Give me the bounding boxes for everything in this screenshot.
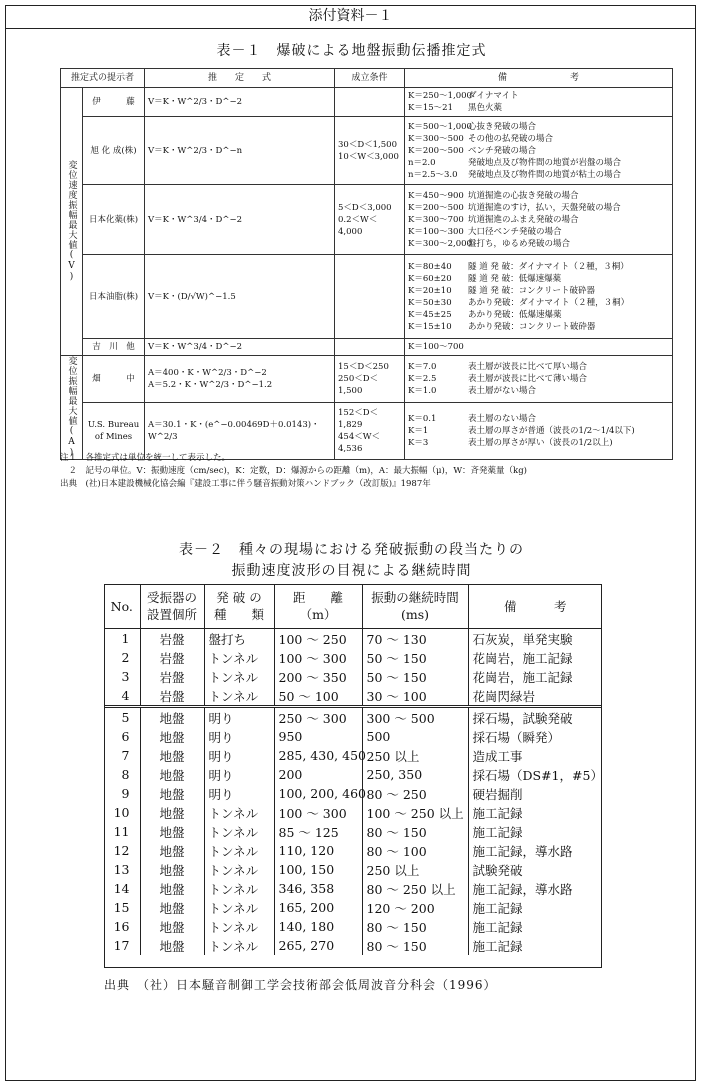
remark-line — [408, 437, 669, 449]
proposer-cell: 日本化薬(株) — [83, 185, 145, 255]
row-remarks: 施工記録 — [472, 805, 523, 821]
row-distance: 50 ～ 100 — [274, 686, 362, 707]
remark-text: 隧 道 発 破：低爆速爆薬 — [468, 273, 562, 284]
remark-text: 表土層の厚さが厚い（波長の1/2以上) — [468, 438, 613, 449]
table2-row — [104, 727, 602, 746]
row-distance: 100 ～ 300 — [274, 803, 362, 822]
remark-text: 表土層が波長に比べて薄い場合 — [468, 374, 588, 385]
note-line: 出典 (社)日本建設機械化協会編『建設工事に伴う騒音振動対策ハンドブック（改訂版)』1987年 — [60, 479, 431, 489]
formula-cell: V＝K・W^3/4・D^−2 — [145, 185, 335, 255]
remarks-cell — [405, 185, 673, 255]
row-remarks: 試験発破 — [472, 862, 523, 878]
table1-header-cell: 推定式の提示者 — [61, 69, 145, 88]
proposer-cell: 旭 化 成(株) — [83, 117, 145, 185]
row-blast-type: トンネル — [204, 936, 274, 955]
row-distance: 100 ～ 250 — [274, 629, 362, 649]
row-no: 5 — [104, 707, 140, 728]
table1-header-row — [61, 69, 673, 88]
row-remarks: 施工記録，導水路 — [472, 843, 573, 859]
table1-row — [61, 356, 673, 403]
remark-line — [408, 145, 669, 157]
row-no: 8 — [104, 765, 140, 784]
row-distance: 250 ～ 300 — [274, 707, 362, 728]
header-blast-type: 発 破 の 種 類 — [204, 584, 274, 629]
row-distance: 100, 150 — [274, 860, 362, 879]
table1-row — [61, 117, 673, 185]
row-location: 地盤 — [140, 841, 204, 860]
remark-constant: K＝2.5 — [408, 374, 437, 385]
row-location: 地盤 — [140, 860, 204, 879]
page-header: 添付資料－１ — [5, 5, 696, 29]
row-remarks: 採石場（瞬発） — [472, 729, 561, 745]
row-blast-type: トンネル — [204, 860, 274, 879]
row-location: 地盤 — [140, 765, 204, 784]
table2-row — [104, 936, 602, 955]
row-duration: 70 ～ 130 — [362, 629, 468, 649]
row-distance: 950 — [274, 727, 362, 746]
remark-text: ベンチ発破の場合 — [468, 145, 537, 156]
row-remarks: 施工記録 — [472, 824, 523, 840]
remark-constant: K＝200～500 — [408, 145, 464, 156]
row-remarks: 花崗岩，施工記録 — [472, 650, 573, 666]
row-remarks: 施工記録，導水路 — [472, 881, 573, 897]
remark-line — [408, 214, 669, 226]
formula-cell: A＝400・K・W^2/3・D^−2 A＝5.2・K・W^2/3・D^−1.2 — [145, 356, 335, 403]
table2-row — [104, 803, 602, 822]
row-no: 16 — [104, 917, 140, 936]
row-distance: 165, 200 — [274, 898, 362, 917]
remarks-cell — [405, 255, 673, 339]
row-duration: 50 ～ 150 — [362, 667, 468, 686]
row-blast-type: 明り — [204, 765, 274, 784]
remark-line — [408, 202, 669, 214]
group-label-amplitude: 変位振幅最大値(A) — [61, 356, 83, 460]
remark-text: 坑道掘進のふまえ発破の場合 — [468, 214, 579, 225]
table2-row — [104, 822, 602, 841]
row-no: 15 — [104, 898, 140, 917]
remark-constant: K＝200～500 — [408, 202, 464, 213]
row-distance: 200 ～ 350 — [274, 667, 362, 686]
row-no: 4 — [104, 686, 140, 707]
table2-row — [104, 667, 602, 686]
table2-row — [104, 746, 602, 765]
remark-line — [408, 261, 669, 273]
table2-row — [104, 898, 602, 917]
remark-constant: K＝1.0 — [408, 386, 437, 397]
row-duration: 500 — [362, 727, 468, 746]
row-duration: 80 ～ 100 — [362, 841, 468, 860]
row-blast-type: トンネル — [204, 917, 274, 936]
remark-line — [408, 190, 669, 202]
remark-text: その他の払発破の場合 — [468, 133, 554, 144]
row-location: 地盤 — [140, 784, 204, 803]
condition-cell — [335, 339, 405, 356]
remarks-cell — [405, 117, 673, 185]
condition-cell: 152＜D＜1,829 454＜W＜4,536 — [335, 403, 405, 460]
header-remarks: 備 考 — [468, 584, 602, 629]
table2-row — [104, 629, 602, 649]
remark-line — [408, 297, 669, 309]
remark-text: 発破地点及び物件間の地質が粘土の場合 — [468, 169, 622, 180]
row-distance: 100, 200, 460 — [274, 784, 362, 803]
remark-text: 発破地点及び物件間の地質が岩盤の場合 — [468, 157, 622, 168]
row-blast-type: トンネル — [204, 822, 274, 841]
row-distance: 85 ～ 125 — [274, 822, 362, 841]
table2-row — [104, 841, 602, 860]
remark-line — [408, 121, 669, 133]
row-blast-type: トンネル — [204, 648, 274, 667]
table2 — [104, 584, 602, 955]
table2-row — [104, 686, 602, 707]
condition-cell: 15＜D＜250 250＜D＜1,500 — [335, 356, 405, 403]
row-location: 地盤 — [140, 822, 204, 841]
row-location: 地盤 — [140, 707, 204, 728]
row-blast-type: 明り — [204, 727, 274, 746]
row-no: 7 — [104, 746, 140, 765]
row-blast-type: 明り — [204, 707, 274, 728]
row-no: 3 — [104, 667, 140, 686]
row-duration: 80 ～ 250 以上 — [362, 879, 468, 898]
row-remarks: 施工記録 — [472, 938, 523, 954]
formula-cell: A＝30.1・K・(e^−0.00469D＋0.0143)・W^2/3 — [145, 403, 335, 460]
remark-text: 心抜き発破の場合 — [468, 121, 537, 132]
row-no: 10 — [104, 803, 140, 822]
remark-line — [408, 373, 669, 385]
row-blast-type: 盤打ち — [204, 629, 274, 649]
row-blast-type: トンネル — [204, 686, 274, 707]
row-no: 13 — [104, 860, 140, 879]
remarks-cell — [405, 403, 673, 460]
remark-text: 表土層の厚さが普通（波長の1/2～1/4以下) — [468, 426, 635, 437]
remark-line — [408, 321, 669, 333]
remark-line — [408, 341, 669, 353]
row-no: 9 — [104, 784, 140, 803]
remark-constant: K＝100～700 — [408, 342, 464, 352]
note-line: 注１ 各推定式は単位を統一して表示した。 — [60, 453, 231, 463]
remark-constant: K＝100～300 — [408, 226, 464, 237]
group-label-velocity: 変位速度振幅最大値(V) — [61, 88, 83, 356]
proposer-cell: 畑 中 — [83, 356, 145, 403]
row-duration: 250, 350 — [362, 765, 468, 784]
remark-text: 坑道掘進の心抜き発破の場合 — [468, 190, 579, 201]
table2-row — [104, 860, 602, 879]
table1-header-cell: 成立条件 — [335, 69, 405, 88]
proposer-cell: U.S. Bureau of Mines — [83, 403, 145, 460]
row-location: 地盤 — [140, 803, 204, 822]
table1-row — [61, 255, 673, 339]
remark-line — [408, 385, 669, 397]
row-location: 岩盤 — [140, 686, 204, 707]
table2-row — [104, 648, 602, 667]
remark-line — [408, 102, 669, 114]
remark-text: あかり発破：コンクリート破砕器 — [468, 321, 596, 332]
row-blast-type: トンネル — [204, 667, 274, 686]
proposer-cell: 伊 藤 — [83, 88, 145, 117]
remarks-cell — [405, 339, 673, 356]
row-duration: 120 ～ 200 — [362, 898, 468, 917]
table1-row — [61, 88, 673, 117]
table1-header-cell: 推 定 式 — [145, 69, 335, 88]
remark-constant: K＝0.1 — [408, 414, 437, 425]
table2-source: 出典 （社）日本騒音制御工学会技術部会低周波音分科会（1996） — [104, 978, 497, 992]
table1-title: 表－１ 爆破による地盤振動伝播推定式 — [216, 43, 487, 59]
row-remarks: 採石場，試験発破 — [468, 707, 602, 728]
remark-line — [408, 157, 669, 169]
remark-text: 坑道掘進のすけ，払い，天盤発破の場合 — [468, 202, 621, 213]
header-no: No. — [104, 584, 140, 629]
remark-line — [408, 238, 669, 250]
remark-line — [408, 413, 669, 425]
table2-title-line1: 表－２ 種々の現場における発破振動の段当たりの — [179, 542, 524, 558]
row-duration: 80 ～ 150 — [362, 822, 468, 841]
header-location: 受振器の 設置個所 — [140, 584, 204, 629]
row-duration: 300 ～ 500 — [362, 707, 468, 728]
row-no: 14 — [104, 879, 140, 898]
row-duration: 100 ～ 250 以上 — [362, 803, 468, 822]
formula-cell: V＝K・W^3/4・D^−2 — [145, 339, 335, 356]
row-no: 2 — [104, 648, 140, 667]
row-distance: 110, 120 — [274, 841, 362, 860]
row-no: 11 — [104, 822, 140, 841]
table1-row — [61, 403, 673, 460]
remark-constant: K＝450～900 — [408, 190, 464, 201]
table2-row — [104, 917, 602, 936]
table2-row — [104, 879, 602, 898]
formula-cell: V＝K・(D/√W)^−1.5 — [145, 255, 335, 339]
remark-text: 表土層が波長に比べて厚い場合 — [468, 362, 588, 373]
remark-constant: K＝500～1,000 — [408, 121, 472, 132]
row-duration: 50 ～ 150 — [362, 648, 468, 667]
row-distance: 200 — [274, 765, 362, 784]
row-distance: 285, 430, 450 — [274, 746, 362, 765]
row-location: 地盤 — [140, 936, 204, 955]
remark-text: あかり発破：低爆速爆薬 — [468, 309, 562, 320]
remark-constant: K＝250～1,000 — [408, 91, 472, 101]
condition-cell — [335, 88, 405, 117]
row-remarks: 花崗岩，施工記録 — [472, 669, 573, 685]
row-blast-type: トンネル — [204, 803, 274, 822]
table1-row — [61, 339, 673, 356]
row-location: 地盤 — [140, 727, 204, 746]
table2-title-line2: 振動速度波形の目視による継続時間 — [231, 563, 472, 579]
remark-constant: K＝300～700 — [408, 214, 464, 225]
row-blast-type: トンネル — [204, 898, 274, 917]
condition-cell: 5＜D＜3,000 0.2＜W＜4,000 — [335, 185, 405, 255]
remark-constant: K＝7.0 — [408, 362, 437, 373]
condition-cell — [335, 255, 405, 339]
row-location: 地盤 — [140, 917, 204, 936]
remark-text: あかり発破：ダイナマイト（２種，３桐） — [468, 297, 630, 308]
remark-line — [408, 361, 669, 373]
header-distance: 距 離 （m） — [274, 584, 362, 629]
note-line: ２ 記号の単位。V：振動速度（cm/sec)，K：定数，D：爆源からの距離（m)，A：最大振幅（μ)，W：斉発薬量（kg) — [60, 466, 527, 476]
row-location: 岩盤 — [140, 667, 204, 686]
remark-constant: K＝50±30 — [408, 297, 452, 308]
row-duration: 80 ～ 150 — [362, 936, 468, 955]
remark-constant: K＝15±10 — [408, 321, 452, 332]
table2-row — [104, 784, 602, 803]
table2-header-row — [104, 584, 602, 629]
row-location: 岩盤 — [140, 629, 204, 649]
row-remarks: 石灰炭，単発実験 — [472, 631, 573, 647]
remark-text: 黒色火薬 — [468, 103, 503, 113]
row-no: 1 — [104, 629, 140, 649]
remark-line — [408, 90, 669, 102]
row-location: 岩盤 — [140, 648, 204, 667]
row-remarks: 施工記録 — [472, 919, 523, 935]
remark-constant: K＝3 — [408, 438, 429, 449]
table2-title — [0, 540, 703, 582]
table2-row — [104, 707, 602, 728]
row-duration: 80 ～ 250 — [362, 784, 468, 803]
row-remarks: 花崗閃緑岩 — [472, 688, 536, 704]
row-remarks: 採石場（DS#1，#5） — [472, 767, 603, 783]
remark-line — [408, 133, 669, 145]
remark-constant: K＝20±10 — [408, 285, 452, 296]
row-location: 地盤 — [140, 746, 204, 765]
remark-line — [408, 226, 669, 238]
proposer-cell: 吉 川 他 — [83, 339, 145, 356]
formula-cell: V＝K・W^2/3・D^−2 — [145, 88, 335, 117]
row-blast-type: 明り — [204, 746, 274, 765]
row-remarks: 施工記録 — [472, 900, 523, 916]
row-no: 6 — [104, 727, 140, 746]
row-duration: 30 ～ 100 — [362, 686, 468, 707]
remark-text: 大口径ベンチ発破の場合 — [468, 226, 562, 237]
remark-line — [408, 273, 669, 285]
remark-text: 隧 道 発 破：コンクリート破砕器 — [468, 285, 595, 296]
table1-header-cell: 備 考 — [405, 69, 673, 88]
remark-constant: K＝45±25 — [408, 309, 452, 320]
remark-constant: K＝60±20 — [408, 273, 452, 284]
row-duration: 80 ～ 150 — [362, 917, 468, 936]
remark-line — [408, 169, 669, 181]
remark-constant: K＝300～500 — [408, 133, 464, 144]
row-duration: 250 以上 — [362, 746, 468, 765]
remark-text: 盤打ち，ゆるめ発破の場合 — [468, 238, 571, 249]
row-distance: 100 ～ 300 — [274, 648, 362, 667]
row-distance: 346, 358 — [274, 879, 362, 898]
row-duration: 250 以上 — [362, 860, 468, 879]
row-distance: 265, 270 — [274, 936, 362, 955]
remark-text: 表土層がない場合 — [468, 386, 537, 397]
row-location: 地盤 — [140, 879, 204, 898]
row-blast-type: 明り — [204, 784, 274, 803]
row-blast-type: トンネル — [204, 841, 274, 860]
table1-row — [61, 185, 673, 255]
remark-line — [408, 285, 669, 297]
row-blast-type: トンネル — [204, 879, 274, 898]
condition-cell: 30＜D＜1,500 10＜W＜3,000 — [335, 117, 405, 185]
row-location: 地盤 — [140, 898, 204, 917]
remark-line — [408, 425, 669, 437]
remark-constant: n＝2.0 — [408, 157, 436, 168]
table1-notes — [60, 452, 672, 491]
remark-line — [408, 309, 669, 321]
remark-constant: K＝1 — [408, 426, 429, 437]
row-remarks: 造成工事 — [472, 748, 523, 764]
header-duration: 振動の継続時間 (ms) — [362, 584, 468, 629]
remark-constant: K＝80±40 — [408, 261, 452, 272]
remark-constant: n＝2.5～3.0 — [408, 169, 458, 180]
remark-text: ダイナマイト — [468, 91, 519, 101]
formula-cell: V＝K・W^2/3・D^−n — [145, 117, 335, 185]
row-no: 12 — [104, 841, 140, 860]
remark-text: 表土層のない場合 — [468, 414, 537, 425]
remarks-cell — [405, 88, 673, 117]
row-distance: 140, 180 — [274, 917, 362, 936]
remark-text: 隧 道 発 破：ダイナマイト（２種，３桐） — [468, 261, 629, 272]
table2-row — [104, 765, 602, 784]
row-remarks: 硬岩掘削 — [472, 786, 523, 802]
proposer-cell: 日本油脂(株) — [83, 255, 145, 339]
remark-constant: K＝300～2,000 — [408, 238, 472, 249]
table1 — [60, 68, 673, 460]
remarks-cell — [405, 356, 673, 403]
remark-constant: K＝15～21 — [408, 103, 453, 113]
row-no: 17 — [104, 936, 140, 955]
